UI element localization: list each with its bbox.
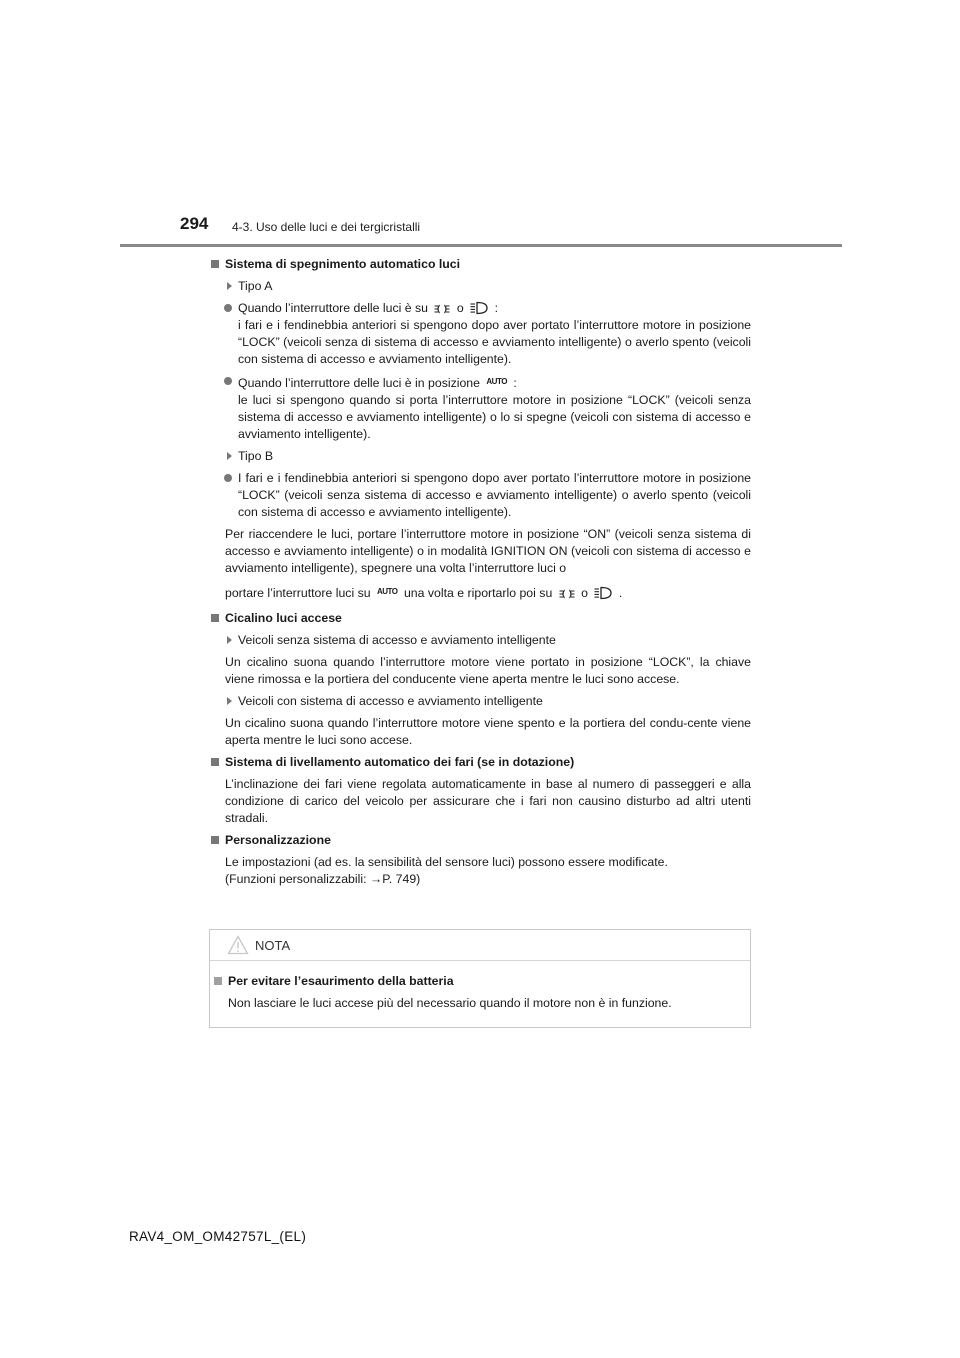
subheading: Veicoli con sistema di accesso e avviamento intelligente [211,693,751,710]
page-number: 294 [180,214,209,233]
headlights-icon [594,586,612,600]
page-content [211,256,751,893]
section-heading: Personalizzazione [211,832,751,849]
paragraph: Un cicalino suona quando l’interruttore motore viene portato in posizione “LOCK”, la chiave viene rimossa e la portiera del conducente viene aperta mentre le luci sono accese. [225,655,751,686]
triangle-bullet-icon [227,697,232,705]
triangle-bullet-icon [227,636,232,644]
subheading-type-a: Tipo A [211,278,751,295]
chapter-title: 4-3. Uso delle luci e dei tergicristalli [232,220,421,234]
tail-lights-icon [559,588,575,600]
paragraph: Le impostazioni (ad es. la sensibilità del sensore luci) possono essere modificate. (Funzioni personalizzabili: →P. 749) [225,855,668,886]
nota-heading: Per evitare l’esaurimento della batteria [214,973,750,990]
warning-icon [227,935,249,955]
header-rule [120,244,842,247]
triangle-bullet-icon [227,452,232,460]
square-bullet-icon [211,260,219,268]
paragraph: Un cicalino suona quando l’interruttore motore viene spento e la portiera del condu-cente viene aperta mentre le luci sono accese. [225,716,751,747]
list-item: I fari e i fendinebbia anteriori si spengono dopo aver portato l’interruttore motore in posizione “LOCK” (veicoli senza sistema di accesso e avviamento intelligente) o averlo spento (veicoli con sistema di accesso e avviamento intelligente). [211,470,751,521]
square-bullet-icon [211,758,219,766]
section-heading: Sistema di livellamento automatico dei fari (se in dotazione) [211,754,751,771]
headlights-icon [470,301,488,315]
nota-title: NOTA [255,938,291,953]
paragraph: Per riaccendere le luci, portare l’interruttore motore in posizione “ON” (veicoli senza sistema di accesso e avviamento intelligente) o in modalità IGNITION ON (veicoli con sistema di accesso e avviamento intelligente), spegnere una volta l’interruttore luci o portare l’interruttore luci su $^{AUTO}$ una volta e riportarlo poi su o . [225,527,751,600]
circle-bullet-icon [224,304,232,312]
nota-text: Non lasciare le luci accese più del necessario quando il motore non è in funzione. [228,996,672,1010]
auto-icon: AUTO [486,377,507,386]
square-bullet-icon [211,836,219,844]
subheading-type-b: Tipo B [211,448,751,465]
paragraph: L’inclinazione dei fari viene regolata automaticamente in base al numero di passeggeri e alla condizione di carico del veicolo per assicurare che i fari non causino disturbo ad altri utenti stradali. [225,777,751,825]
tail-lights-icon [434,303,450,315]
list-item: Quando l’interruttore delle luci è in posizione $^{AUTO}$ : le luci si spengono quando si porta l’interruttore motore in posizione “LOCK” (veicoli senza sistema di accesso e avviamento intelligente) o lo si spegne (veicoli con sistema di accesso e avviamento intelligente). [211,373,751,443]
nota-box [209,929,751,1028]
footer-code: RAV4_OM_OM42757L_(EL) [129,1229,307,1244]
square-bullet-icon [211,614,219,622]
square-bullet-icon [214,977,222,985]
circle-bullet-icon [224,377,232,385]
section-heading: Sistema di spegnimento automatico luci [211,256,751,273]
list-item: Quando l’interruttore delle luci è su o : i fari e i fendinebbia anteriori si spengono dopo aver portato l’interruttore motore in posizione “LOCK” (veicoli senza di sistema di accesso e avviamento intelligente) o averlo spento (veicoli con sistema di accesso e avviamento intelligente). [211,300,751,368]
nota-body [210,961,750,1012]
nota-header [210,930,750,961]
section-heading: Cicalino luci accese [211,610,751,627]
circle-bullet-icon [224,474,232,482]
auto-icon: AUTO [377,587,398,596]
subheading: Veicoli senza sistema di accesso e avviamento intelligente [211,632,751,649]
triangle-bullet-icon [227,282,232,290]
